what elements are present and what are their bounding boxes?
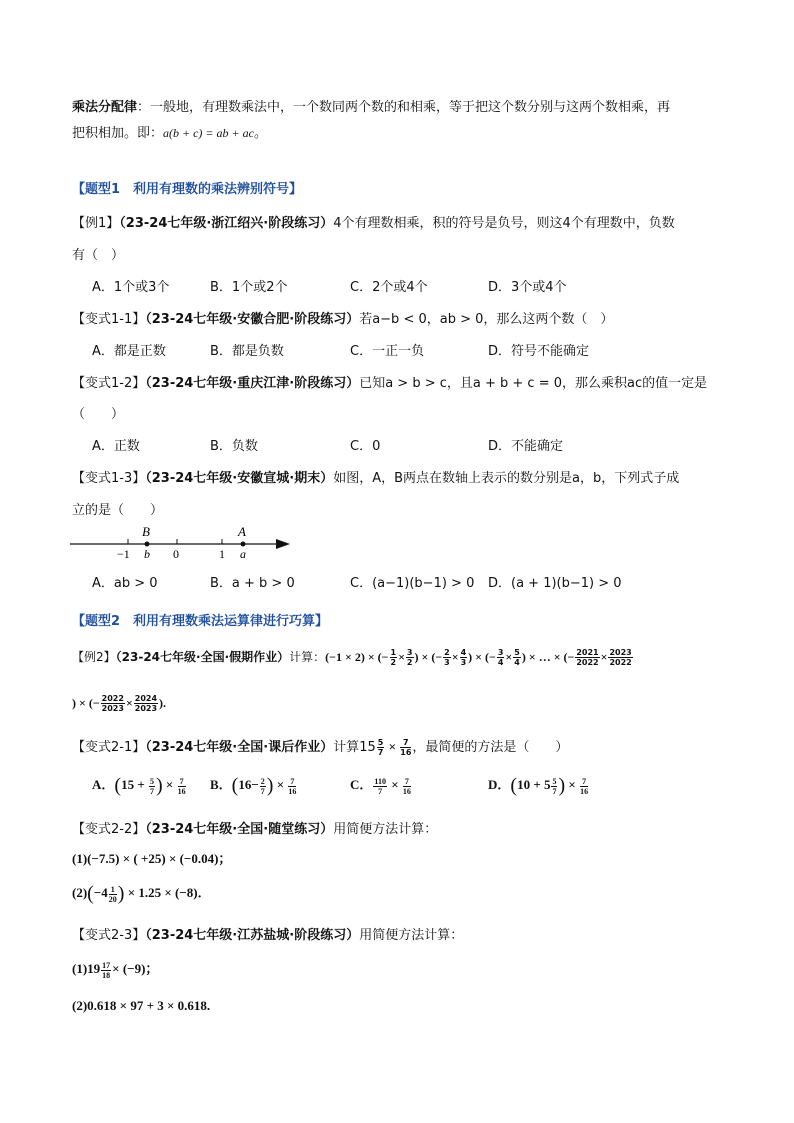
intro-suffix: 。 [253, 126, 267, 141]
ex2-frac-6 [513, 648, 521, 667]
ex1-text-1: 4个有理数相乘，积的符号是负号，则这4个有理数中，负数 [333, 216, 675, 231]
frac-den: 3 [444, 658, 450, 667]
ex2-frac-5 [497, 648, 505, 667]
frac-den: 3 [460, 658, 467, 667]
frac-num: 5 [377, 738, 384, 747]
point-a-dot [241, 542, 246, 547]
frac-den: 2022 [576, 658, 599, 667]
ex2-lead: 计算： [289, 650, 326, 664]
v22-q2-rest: × 1.25 × (−8)． [127, 885, 211, 900]
v21-frac [400, 738, 411, 757]
frac-den: 2 [390, 658, 397, 667]
frac-den: 2022 [609, 658, 632, 667]
v23-q2: (2)0.618 × 97 + 3 × 0.618. [72, 998, 211, 1013]
frac-num: 1 [110, 884, 115, 894]
ex1-text-2: 有（ ） [72, 248, 125, 263]
frac-den: 2023 [101, 704, 124, 713]
frac-den: 16 [400, 748, 412, 757]
v21-text-b: 最简便的方法是（ ） [425, 740, 569, 755]
v13-text-1: 如图，A，B两点在数轴上表示的数分别是a，b，下列式子成 [333, 471, 680, 486]
intro-line-1 [72, 96, 670, 115]
v22-q1: (1)(−7.5) × ( +25) × (−0.04)； [72, 851, 232, 866]
number-line-arrow [276, 539, 290, 549]
v23-tag: 【变式2-3】 [72, 928, 146, 943]
frac-den: 4 [514, 658, 520, 667]
frac-num: 2022 [101, 694, 124, 703]
v11-text: 若a−b < 0，ab > 0，那么这两个数（ ） [359, 312, 614, 327]
frac-num: 3 [497, 648, 504, 657]
ex2-frac-2 [406, 648, 414, 667]
frac-num: 2023 [609, 648, 632, 657]
type1-heading: 【题型1 利用有理数的乘法辨别符号】 [72, 182, 303, 197]
v21-option-c[interactable]: C． $\frac{110}{7}$ × $\frac{7}{16}$ [350, 776, 411, 796]
v21-source: （23-24七年级·全国·课后作业） [145, 740, 334, 755]
v23-q1-frac [101, 961, 111, 980]
v13-line-1 [72, 467, 679, 486]
tick-label-zero: 0 [173, 547, 179, 561]
v12-option-b[interactable]: B．负数 [210, 439, 258, 454]
frac-num: 3 [406, 648, 413, 657]
frac-num: 1 [390, 648, 397, 657]
point-b-label: B [142, 524, 150, 539]
v23-q1 [72, 958, 158, 980]
ex2-frac-8 [608, 648, 632, 667]
frac-num: 17 [102, 960, 111, 970]
ex2-frac-1 [390, 648, 398, 667]
v21-option-d[interactable]: D．(10 + 5 $\frac{5}{7}$ ) × $\frac{7}{16}$ [488, 774, 589, 797]
frac-den: 4 [497, 658, 504, 667]
v12-option-a[interactable]: A．正数 [92, 439, 140, 454]
v12-source: （23-24七年级·重庆江津·阶段练习） [145, 376, 360, 391]
intro-text-1: ：一般地，有理数乘法中，一个数同两个数的和相乘，等于把这个数分别与这两个数相乘，再 [137, 100, 671, 115]
v22-q2-int: −4 [93, 885, 108, 900]
v12-tag: 【变式1-2】 [72, 376, 146, 391]
v13-option-d[interactable]: D．(a + 1)(b−1) > 0 [488, 576, 622, 591]
frac-num: 7 [400, 738, 411, 748]
ex1-option-d[interactable]: D．3个或4个 [488, 280, 567, 295]
frac-den: 18 [102, 970, 111, 980]
ex2-source: （23-24七年级·全国·假期作业） [115, 650, 290, 664]
v13-option-b[interactable]: B．a + b > 0 [210, 576, 295, 591]
v12-option-c[interactable]: C．0 [350, 439, 381, 454]
tick-label-one: 1 [219, 547, 225, 561]
intro-formula: a(b + c) = ab + ac [163, 126, 254, 140]
ex1-option-a[interactable]: A．1个或3个 [92, 280, 170, 295]
frac-den: 2 [406, 658, 413, 667]
v11-option-c[interactable]: C．一正一负 [350, 344, 425, 359]
v21-tag: 【变式2-1】 [72, 740, 146, 755]
v22-text: 用简便方法计算： [333, 822, 438, 837]
ex1-option-b[interactable]: B．1个或2个 [210, 280, 288, 295]
ex2-frac-10 [134, 694, 158, 713]
frac-den: 20 [108, 894, 117, 904]
number-line-figure [70, 524, 294, 564]
frac-den: 2023 [134, 704, 158, 713]
v22-source: （23-24七年级·全国·随堂练习） [145, 822, 334, 837]
frac-num: 5 [514, 648, 520, 657]
v22-tag: 【变式2-2】 [72, 822, 146, 837]
frac-num: 2024 [134, 694, 158, 703]
v13-text-2: 立的是（ ） [72, 503, 164, 518]
ex2-line-1: 【例2】（23-24七年级·全国·假期作业）计算：(−1 × 2) × (− $\frac{1}{2}$ × $\frac{3}{2}$ ) × (− $\frac{2}{3}$ × $\frac{4}{3}$ ) × (− $\frac{3}{4}$ × $\frac{5}{4}$ ) × … × (− $\frac{2021}{2022}$ × $\frac{2023}{2022}$ [72, 648, 632, 667]
v23-line [72, 924, 463, 943]
v12-text-2: （ ） [72, 407, 125, 422]
ex2-expr-start: (−1 × 2) × (− [325, 650, 389, 664]
ex1-tag: 【例1】 [72, 216, 120, 231]
v11-line [72, 308, 613, 327]
v23-q1-label: (1)19 [72, 961, 101, 976]
ex2-dots: … [538, 650, 551, 664]
frac-num: 2021 [576, 648, 599, 657]
v13-source: （23-24七年级·安徽宣城·期末） [145, 471, 334, 486]
v21-option-b[interactable]: B．(16− $\frac{2}{7}$ ) × $\frac{7}{16}$ [210, 774, 297, 797]
ex2-frac-4 [460, 648, 468, 667]
v13-option-c[interactable]: C．(a−1)(b−1) > 0 [350, 576, 475, 591]
type2-heading: 【题型2 利用有理数乘法运算律进行巧算】 [72, 614, 329, 629]
tick-label-minus-one: −1 [117, 547, 130, 561]
ex2-frac-3 [443, 648, 451, 667]
v23-q1-rest: × (−9)； [112, 961, 159, 976]
intro-label: 乘法分配律 [72, 100, 138, 115]
v21-text-a: 计算15 [333, 740, 376, 755]
v21-option-a[interactable]: A．(15 + $\frac{5}{7}$ ) × $\frac{7}{16}$ [92, 774, 186, 797]
point-b-value: b [144, 547, 150, 561]
v22-line [72, 818, 437, 837]
v11-option-a[interactable]: A．都是正数 [92, 344, 166, 359]
v13-tag: 【变式1-3】 [72, 471, 146, 486]
v11-option-d[interactable]: D．符号不能确定 [488, 344, 590, 359]
frac-den: 7 [377, 748, 384, 757]
ex2-tag: 【例2】 [72, 650, 116, 664]
v22-q2: (2)(−4 $\frac{1}{20}$ ) × 1.25 × (−8)． [72, 882, 211, 905]
v21-line: 【变式2-1】（23-24七年级·全国·课后作业）计算15 $\frac{5}{7}$ × $\frac{7}{16}$ ，最简便的方法是（ ） [72, 738, 569, 757]
v21-mixed-frac [377, 738, 385, 757]
v11-source: （23-24七年级·安徽合肥·阶段练习） [145, 312, 360, 327]
ex1-line-1 [72, 212, 675, 231]
v13-option-a[interactable]: A．ab > 0 [92, 576, 158, 591]
ex2-frac-7 [575, 648, 599, 667]
frac-num: 4 [460, 648, 467, 657]
point-a-label: A [238, 524, 246, 539]
v23-text: 用简便方法计算： [359, 928, 464, 943]
ex1-source: （23-24七年级·浙江绍兴·阶段练习） [119, 216, 334, 231]
v12-option-d[interactable]: D．不能确定 [488, 439, 564, 454]
point-b-dot [145, 542, 150, 547]
frac-num: 2 [444, 648, 450, 657]
v22-q2-frac [109, 885, 117, 904]
v12-line-1 [72, 372, 707, 391]
point-a-value: a [240, 547, 246, 561]
v11-option-b[interactable]: B．都是负数 [210, 344, 284, 359]
intro-line-2 [72, 122, 267, 141]
v22-q2-label: (2) [72, 885, 88, 900]
intro-text-2: 把积相加。即： [72, 126, 164, 141]
v11-tag: 【变式1-1】 [72, 312, 146, 327]
v12-text-1: 已知a > b > c，且a + b + c = 0，那么乘积ac的值一定是 [359, 376, 708, 391]
ex2-frac-9 [101, 694, 125, 713]
ex1-option-c[interactable]: C．2个或4个 [350, 280, 428, 295]
v23-source: （23-24七年级·江苏盐城·阶段练习） [145, 928, 360, 943]
ex2-line-2: ) × (− $\frac{2022}{2023}$ × $\frac{2024}{2023}$ ). [72, 694, 167, 713]
